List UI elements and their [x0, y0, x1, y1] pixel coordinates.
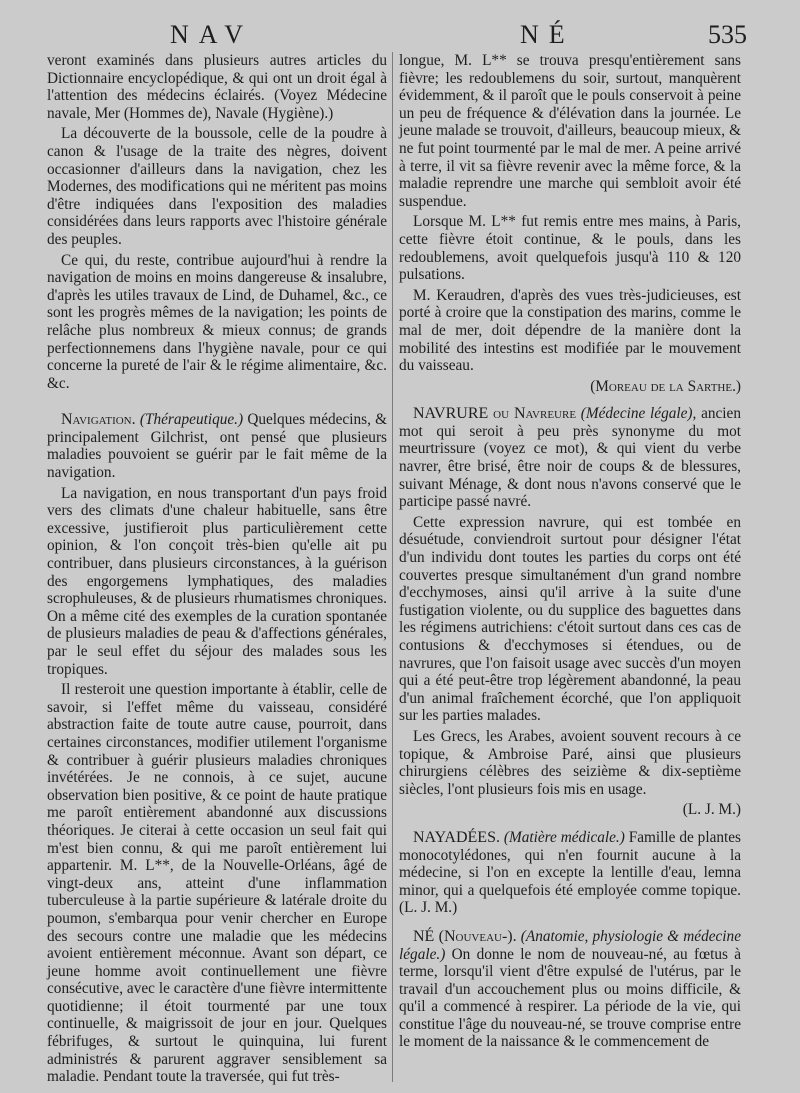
column-divider	[392, 52, 393, 1082]
right-column	[399, 52, 741, 1054]
entry-label: (Anatomie, physiologie & médecine légale.)	[399, 927, 741, 963]
header-right-word: NÉ	[520, 20, 575, 49]
entry-navrure	[399, 405, 741, 511]
left-column	[47, 52, 387, 1089]
entry-label: (Thérapeutique.)	[139, 411, 244, 429]
paragraph: Ce qui, du reste, contribue aujourd'hui à rendre la navigation de moins en moins dangereuse & insalubre, d'après les utiles travaux de Lind, de Duhamel, &c., ce sont les progrès mêmes de la navigation; les points de relâche plus nombreux & mieux connus; de grands perfectionnemens dans l'hygiène navale, pour ce qui concerne la pureté de l'air & le régime alimentaire, &c. &c.	[47, 251, 387, 392]
paragraph: La navigation, en nous transportant d'un pays froid vers des climats d'une chaleur habituelle, sans être excessive, justifieroit plus particulièrement cette opinion, & l'on conçoit très-bien qu'elle ait pu contribuer, dans plusieurs circonstances, à la guérison des engorgemens lymphatiques, des maladies scrophuleuses, & de plusieurs rhumatismes chroniques. On a même cité des exemples de la curation spontanée de plusieurs maladies de peau & d'affections générales, par le seul effet du séjour des malades sous les tropiques.	[47, 484, 387, 678]
paragraph: Lorsque M. L** fut remis entre mes mains, à Paris, cette fièvre étoit continue, & le pouls, dans les redoublemens, avoit quelquefois jusqu'à 110 & 120 pulsations.	[399, 213, 741, 284]
paragraph: M. Keraudren, d'après des vues très-judicieuses, est porté à croire que la constipation des marins, comme le mal de mer, doit dépendre de la manière dont la mobilité des intestins est modifiée par le mouvement du vaisseau.	[399, 286, 741, 375]
author-signature: (Moreau de la Sarthe.)	[590, 377, 741, 395]
paragraph: Cette expression navrure, qui est tombée en désuétude, conviendroit surtout pour désigner l'état d'un individu dont toutes les parties du corps ont été couvertes presque simultanément d'un grand nombre d'ecchymoses, ainsi qu'il arrive à la suite d'une fustigation violente, ou du supplice des baguettes dans les régimens autrichiens: c'étoit surtout dans ces cas de contusions & d'ecchymoses si étendues, ou de navrures, que l'on faisoit usage avec succès d'un moyen qui a été peut-être trop légèrement abandonné, la peau d'un animal fraîchement écorché, que l'on appliquoit sur les parties malades.	[399, 513, 741, 725]
paragraph: Il resteroit une question importante à établir, celle de savoir, si l'effet même du vaisseau, considéré abstraction faite de toute autre cause, pourroit, dans certaines circonstances, modifier utilement l'organisme & contribuer à guérir plusieurs maladies chroniques invétérées. Je ne connois, à ce sujet, aucune observation bien positive, & ce point de haute pratique me paroît entièrement abandonné aux discussions théoriques. Je citerai à cette occasion un seul fait qui m'est bien connu, & qui me paroît entièrement lui appartenir. M. L**, de la Nouvelle-Orléans, âgé de vingt-deux ans, atteint d'une inflammation tuberculeuse à la partie supérieure & latérale droite du poumon, s'embarqua pour venir chercher en Europe des secours contre une maladie que les médecins avoient entièrement méconnue. Avant son départ, ce jeune homme avoit continuellement une fièvre consécutive, avec le caractère d'une fièvre intermittente quotidienne; il étoit tourmenté par une toux continuelle, & maigrissoit de jour en jour. Quelques fébrifuges, & surtout le quinquina, lui furent administrés & parurent aggraver sensiblement sa maladie. Pendant toute la traversée, qui fut très-	[47, 681, 387, 1086]
entry-label: (Matière médicale.)	[503, 828, 625, 846]
paragraph: veront examinés dans plusieurs autres articles du Dictionnaire encyclopédique, & qui ont un droit égal à l'attention des médecins éclairés. (Voyez Médecine navale, Mer (Hommes de), Navale (Hygiène).)	[47, 52, 387, 122]
entry-headword: NAYADÉES.	[413, 828, 500, 846]
running-header	[0, 14, 800, 54]
paragraph: longue, M. L** se trouva presqu'entièrement sans fièvre; les redoublemens du soir, surtout, manquèrent évidemment, & il paroît que le pouls conservoit à peine un peu de fréquence & d'élévation dans la journée. Le jeune malade se trouvoit, d'ailleurs, beaucoup mieux, & ne fut point tourmenté par le mal de mer. A peine arrivé à terre, il vit sa fièvre revenir avec la même force, & la maladie reprendre une marche qui sembloit avoir été suspendue.	[399, 52, 741, 210]
paragraph: La découverte de la boussole, celle de la poudre à canon & l'usage de la traite des nègres, doivent occasionner d'ailleurs dans la navigation, chez les Modernes, des modifications qui ne méritent pas moins d'être indiquées dans l'exposition des maladies considérées dans leurs rapports avec l'histoire générale des peuples.	[47, 125, 387, 248]
header-left-word: NAV	[170, 20, 253, 49]
entry-navigation	[47, 411, 387, 481]
entry-text: On donne le nom de nouveau-né, au fœtus à terme, lorsqu'il vient d'être expulsé de l'utérus, par le travail d'un accouchement plus ou moins difficile, & qu'il a commencé à respirer. La période de la vie, qui constitue l'âge du nouveau-né, se trouve comprise entre le moment de la naissance & le commencement de	[399, 945, 742, 1051]
entry-text: Quelques médecins, & principalement Gilchrist, ont pensé que plusieurs maladies pouvoient se guérir par le fait même de la navigation.	[47, 411, 387, 482]
paragraph: Les Grecs, les Arabes, avoient souvent recours à ce topique, & Ambroise Paré, ainsi que plusieurs chirurgiens célèbres des seizième & dix-septième siècles, l'ont plusieurs fois mis en usage.	[399, 727, 741, 798]
entry-headword: Navigation.	[61, 411, 136, 429]
page-number: 535	[708, 20, 747, 49]
author-signature: (L. J. M.)	[682, 801, 741, 819]
entry-text: ancien mot qui seroit à peu près synonyme du mot meurtrissure (voyez ce mot), & qui vient du verbe navrer, être brisé, être noir de coups & de blessures, suivant Ménage, & dont nous n'avons conservé que le participe passé navré.	[399, 405, 741, 511]
entry-ne	[399, 928, 741, 1051]
entry-headword: NAVRURE ou Navreure	[413, 405, 577, 423]
entry-label: (Médecine légale),	[580, 405, 697, 423]
entry-headword: NÉ (Nouveau-).	[413, 927, 517, 945]
entry-text: Famille de plantes monocotylédones, qui n'en fournit aucune à la médecine, si l'on en excepte la lentille d'eau, lemna minor, qui a quelquefois été employée comme topique. (L. J. M.)	[399, 828, 742, 917]
entry-nayadees	[399, 829, 741, 917]
